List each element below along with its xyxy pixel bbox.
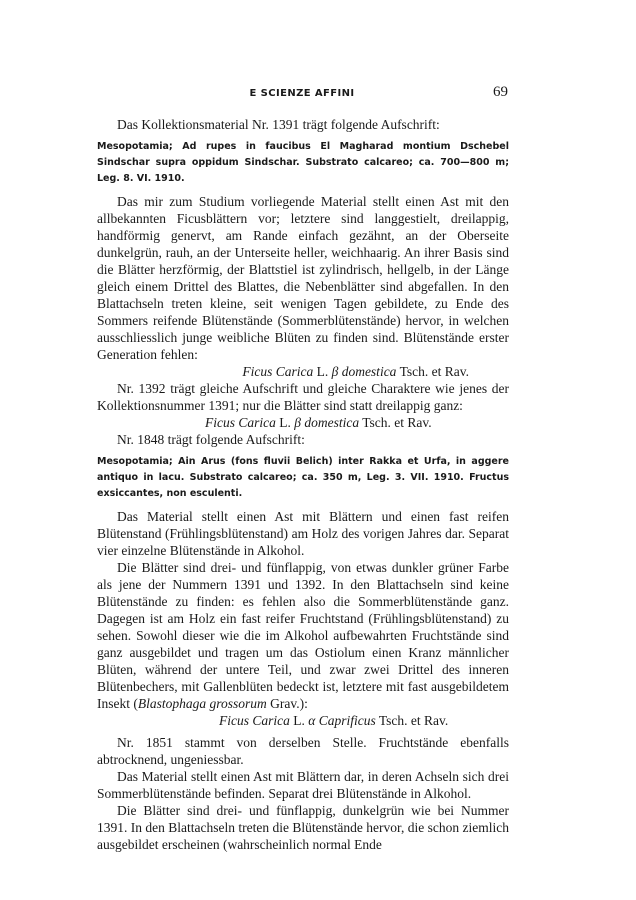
species-author: L.: [293, 713, 305, 728]
page-number: 69: [493, 84, 508, 100]
species-line-2: [97, 414, 509, 431]
description-paragraph-3: [97, 559, 509, 712]
species-name: Ficus Carica: [242, 364, 314, 379]
description-paragraph-2: Das Material stellt einen Ast mit Blättern und einen fast reifen Blütenstand (Frühlingsblütenstand) am Holz des vorigen Jahres dar. Separat vier einzelne Blütenstände in Alkohol.: [97, 509, 509, 558]
insect-name: Blastophaga grossorum: [137, 696, 267, 711]
variety-author: Tsch. et Rav.: [378, 713, 449, 728]
species-variety: β domestica: [294, 415, 360, 430]
species-author: L.: [279, 415, 291, 430]
variety-author: Tsch. et Rav.: [399, 364, 469, 379]
description-paragraph-5: Die Blätter sind drei- und fünflappig, dunkelgrün wie bei Nummer 1391. In den Blattachseln treten die Blütenstände hervor, die schon ziemlich ausgebildet erscheinen (wahrscheinlich normal Ende: [97, 803, 509, 852]
paragraph-3-end: Grav.):: [266, 696, 308, 711]
body-text: [97, 116, 509, 853]
species-name: Ficus Carica: [205, 415, 276, 430]
paragraph-3-text: Die Blätter sind drei- und fünflappig, von etwas dunkler grüner Farbe als jene der Nummern 1391 und 1392. In den Blattachseln sind keine Blütenstände zu finden: es fehlen also die Sommerblütenstände ganz. Dagegen ist am Holz ein fast reifer Fruchtstand (Frühlingsblütenstand) zu sehen. Sowohl dieser wie die im Alkohol aufbewahrten Fruchtstände sind ganz ausgebildet und tragen um das Ostiolum einen Kranz männlicher Blüten, während der untere Teil, und zwar zwei Drittel des inneren Blütenbechers, mit Gallenblüten bedeckt ist, letztere mit fast ausgebildetem Insekt (: [97, 560, 509, 711]
species-line-3: [97, 712, 509, 729]
intro-1391: Das Kollektionsmaterial Nr. 1391 trägt folgende Aufschrift:: [117, 117, 440, 132]
paragraph-1392: Nr. 1392 trägt gleiche Aufschrift und gleiche Charaktere wie jenes der Kollektionsnummer 1391; nur die Blätter sind statt dreilappig ganz:: [97, 381, 509, 413]
description-paragraph-4: Das Material stellt einen Ast mit Blättern dar, in deren Achseln sich drei Sommerblütenstände befinden. Separat drei Blütenstände in Alkohol.: [97, 769, 509, 801]
paragraph-1851: Nr. 1851 stammt von derselben Stelle. Fruchtstände ebenfalls abtrocknend, ungeniessbar.: [97, 735, 509, 767]
description-paragraph-1: Das mir zum Studium vorliegende Material stellt einen Ast mit den allbekannten Ficusblättern vor; letztere sind langgestielt, dreilappig, handförmig genervt, am Rande einfach gezähnt, an der Oberseite dunkelgrün, rauh, an der Unterseite heller, weichhaarig. An ihrer Basis sind die Blätter herzförmig, der Blattstiel ist zylindrisch, hellgelb, in der Länge gleich einem Drittel des Blattes, die Nebenblätter sind abgefallen. In den Blattachseln treten kleine, seit wenigen Tagen gebildete, zu Ende des Sommers reifende Blütenstände (Sommerblütenstände) hervor, in welchen ausschliesslich junge weibliche Blüten zu finden sind. Blütenstände erster Generation fehlen:: [97, 194, 509, 362]
page-header: [96, 84, 508, 104]
specimen-label-1848: Mesopotamia; Ain Arus (fons fluvii Belich) inter Rakka et Urfa, in aggere antiquo in lacu. Substrato calcareo; ca. 350 m, Leg. 3. VII. 1910. Fructus exsiccantes, non esculenti.: [97, 456, 509, 499]
species-line-1: [97, 363, 509, 380]
intro-1848: Nr. 1848 trägt folgende Aufschrift:: [117, 432, 305, 447]
running-title: E SCIENZE AFFINI: [249, 88, 355, 99]
specimen-label-1391: Mesopotamia; Ad rupes in faucibus El Magharad montium Dschebel Sindschar supra oppidum Sindschar. Substrato calcareo; ca. 700—800 m; Leg. 8. VI. 1910.: [97, 141, 509, 184]
species-name: Ficus Carica: [219, 713, 290, 728]
species-variety: β domestica: [331, 364, 397, 379]
species-author: L.: [316, 364, 329, 379]
species-variety: α Caprificus: [308, 713, 376, 728]
variety-author: Tsch. et Rav.: [362, 415, 432, 430]
